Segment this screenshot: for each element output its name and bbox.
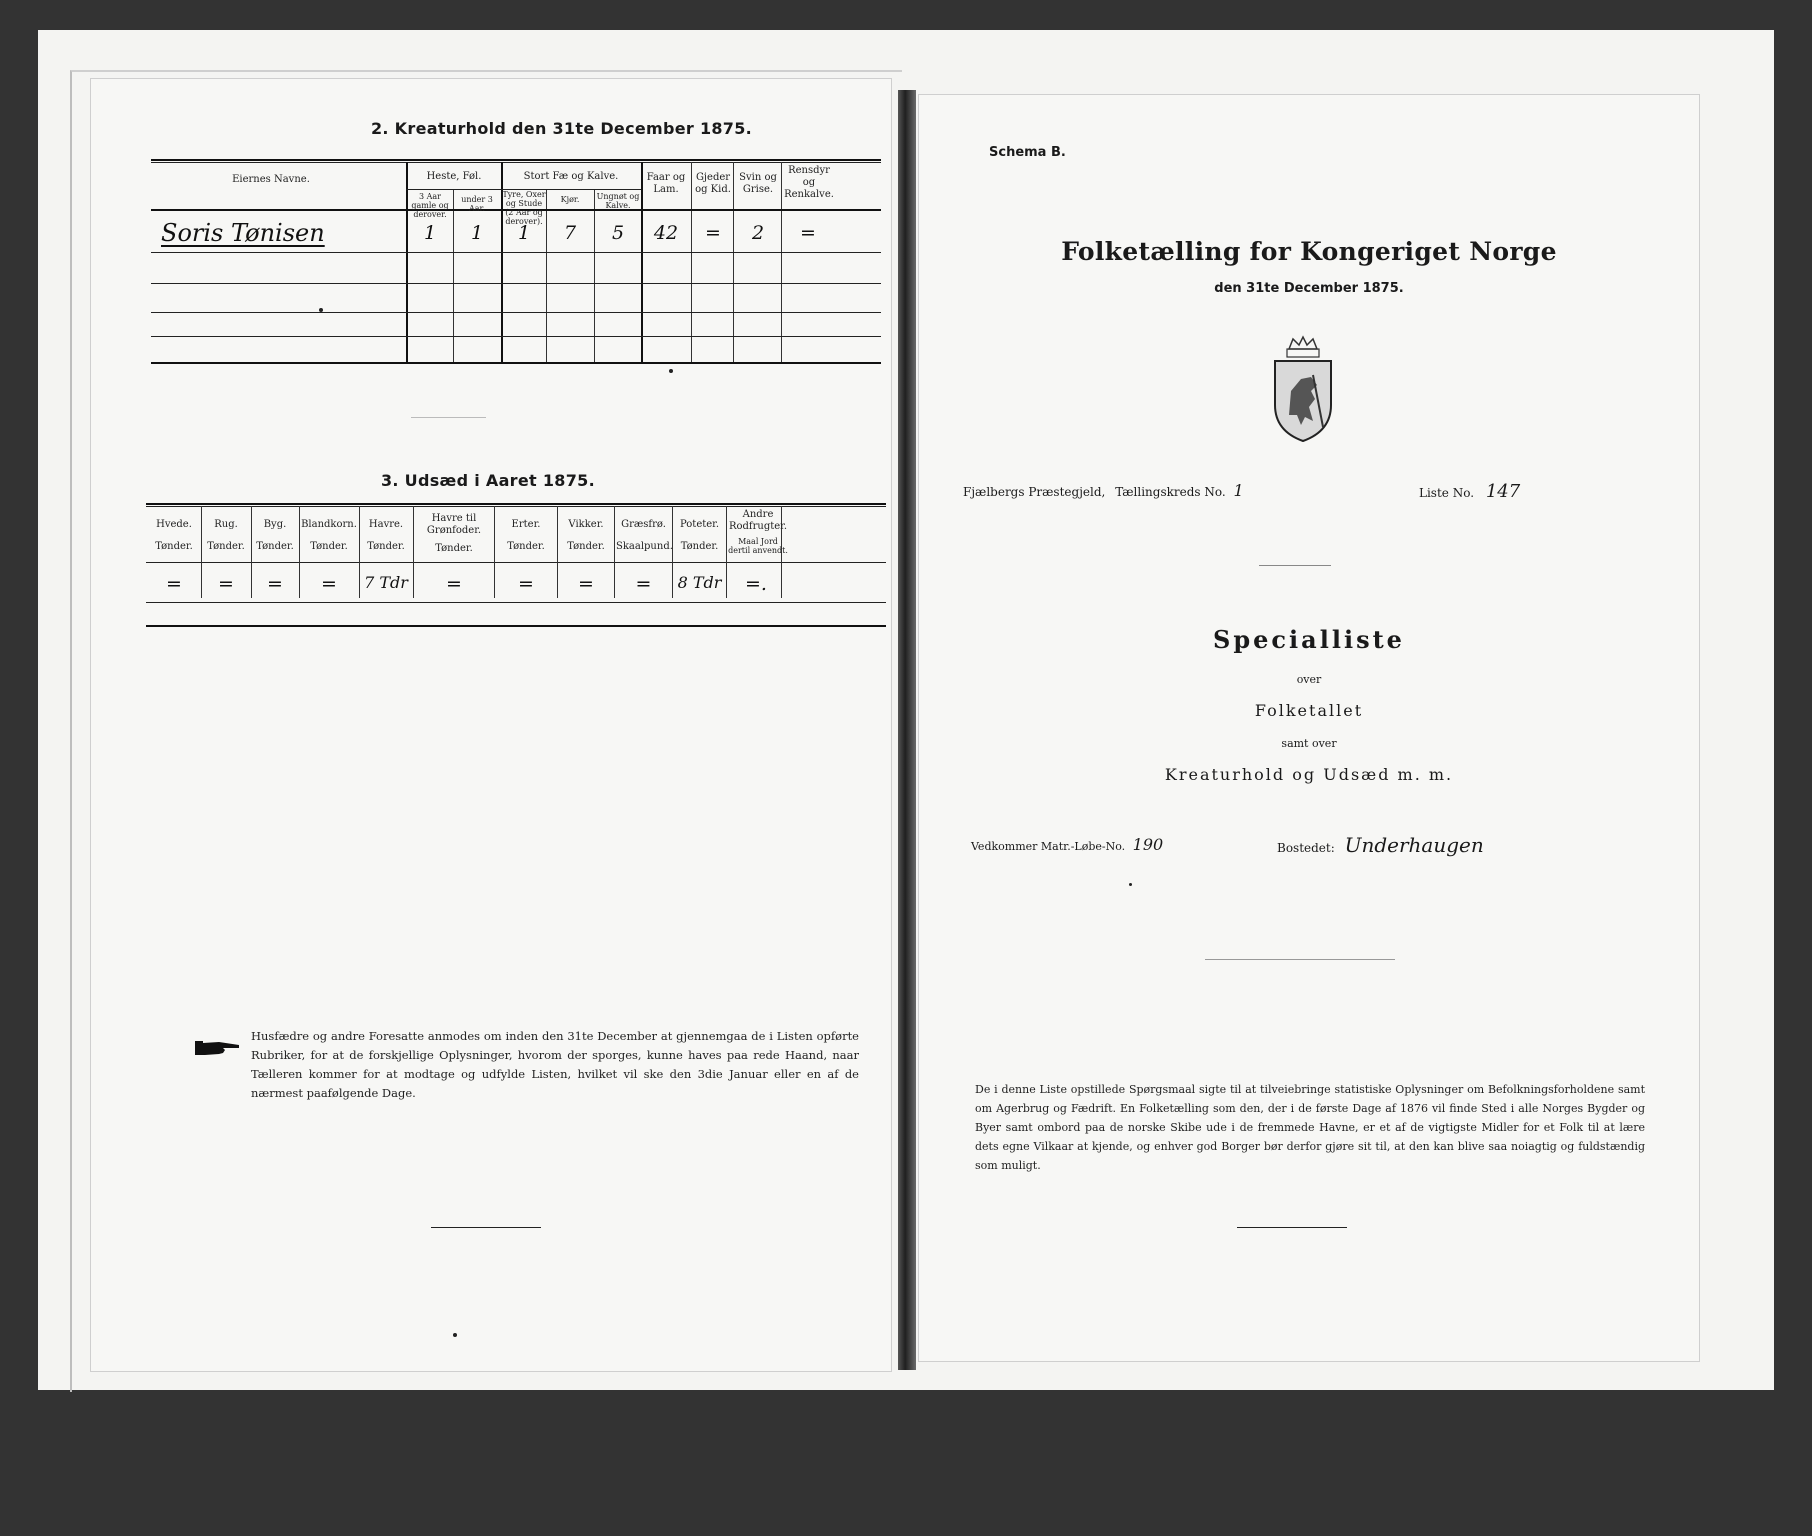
value-cell: 42 bbox=[653, 222, 679, 244]
table3-col-divider bbox=[201, 506, 202, 598]
col-header: Tyre, Oxer og Stude (2 Aar og derover). bbox=[502, 190, 546, 226]
udsaed-col-header: Poteter. bbox=[679, 519, 720, 530]
udsaed-value: = bbox=[166, 573, 182, 595]
table3-col-divider bbox=[614, 506, 615, 598]
udsaed-col-header: Hvede. bbox=[156, 519, 192, 530]
ink-dot bbox=[453, 1333, 457, 1337]
norway-coat-of-arms-icon bbox=[1267, 335, 1339, 445]
col-header: 3 Aar gamle og derover. bbox=[411, 192, 449, 219]
value-cell: 1 bbox=[470, 222, 484, 244]
udsaed-col-header: Andre Rodfrugter. bbox=[728, 509, 788, 532]
parish-label: Fjælbergs Præstegjeld, bbox=[963, 485, 1106, 499]
udsaed-col-header: Vikker. bbox=[568, 519, 604, 530]
liste-label: Liste No. bbox=[1419, 486, 1475, 500]
table2-row-rule bbox=[151, 283, 881, 284]
schema-label: Schema B. bbox=[989, 145, 1066, 160]
udsaed-value: = bbox=[218, 573, 234, 595]
book-spine bbox=[898, 90, 916, 1370]
table2-row-rule bbox=[151, 252, 881, 253]
table3-top-rule bbox=[146, 503, 886, 505]
udsaed-value: = bbox=[267, 573, 283, 595]
udsaed-col-unit: Tønder. bbox=[310, 541, 348, 552]
udsaed-value: = bbox=[321, 573, 337, 595]
divider-rule bbox=[1205, 959, 1395, 960]
udsaed-col-header: Havre til Grønfoder. bbox=[426, 513, 482, 536]
district-line bbox=[963, 481, 1244, 500]
folketallet-label: Folketallet bbox=[1254, 701, 1364, 720]
udsaed-col-unit: Tønder. bbox=[207, 541, 245, 552]
instruction-note: Husfædre og andre Foresatte anmodes om inden den 31te December at gjennemgaa de i Listen opførte Rubriker, for at de forskjellige Oplysninger, hvorom der sporges, kunne haves paa rede Haand, naar Tælleren kommer for at modtage og udfylde Listen, hvilket vil ske den 3die Januar eller en af de nærmest paafølgende Dage. bbox=[251, 1029, 859, 1100]
value-cell: = bbox=[800, 222, 816, 244]
table3-top-rule-2 bbox=[146, 506, 886, 507]
main-subtitle: den 31te December 1875. bbox=[1214, 281, 1404, 296]
udsaed-col-unit: Tønder. bbox=[367, 541, 405, 552]
section3-title: 3. Udsæd i Aaret 1875. bbox=[381, 471, 595, 490]
section2-title: 2. Kreaturhold den 31te December 1875. bbox=[371, 119, 753, 138]
table3-col-divider bbox=[359, 506, 360, 598]
value-cell: 1 bbox=[423, 222, 437, 244]
col-header: Gjeder og Kid. bbox=[695, 172, 731, 195]
value-cell: 5 bbox=[611, 222, 625, 244]
udsaed-col-unit: Tønder. bbox=[567, 541, 605, 552]
matr-label: Vedkommer Matr.-Løbe-No. bbox=[971, 840, 1126, 853]
bosted-value: Underhaugen bbox=[1344, 833, 1484, 857]
matr-line bbox=[971, 835, 1163, 854]
closing-rule bbox=[1237, 1227, 1347, 1228]
specialliste-title: Specialliste bbox=[1213, 625, 1405, 654]
owner-name: Soris Tønisen bbox=[161, 219, 325, 247]
col-header: Kjør. bbox=[560, 195, 580, 204]
udsaed-col-unit: Tønder. bbox=[507, 541, 545, 552]
udsaed-col-unit: Skaalpund. bbox=[616, 541, 673, 552]
table3-row-rule bbox=[146, 602, 886, 603]
divider-rule bbox=[411, 417, 486, 418]
table3-col-divider bbox=[413, 506, 414, 598]
right-page bbox=[918, 94, 1700, 1362]
table2-row-rule bbox=[151, 336, 881, 337]
over-label: over bbox=[1296, 673, 1322, 686]
table3-col-divider bbox=[251, 506, 252, 598]
divider-rule bbox=[1259, 565, 1331, 566]
col-header: Ungnøt og Kalve. bbox=[596, 192, 640, 210]
table2-col-divider bbox=[691, 162, 692, 362]
value-cell: 7 bbox=[563, 222, 577, 244]
table3-header-rule bbox=[146, 562, 886, 563]
closing-rule bbox=[431, 1227, 541, 1228]
table2-top-rule-2 bbox=[151, 162, 881, 163]
ink-dot bbox=[319, 308, 323, 312]
table2-top-rule bbox=[151, 159, 881, 161]
table2-col-divider bbox=[781, 162, 782, 362]
owner-header: Eiernes Navne. bbox=[232, 174, 310, 185]
value-cell: = bbox=[705, 222, 721, 244]
udsaed-value: = bbox=[578, 573, 594, 595]
udsaed-col-header: Blandkorn. bbox=[301, 519, 357, 530]
kreaturhold-label: Kreaturhold og Udsæd m. m. bbox=[1164, 765, 1454, 784]
col-header: Faar og Lam. bbox=[646, 172, 686, 195]
udsaed-value: 8 Tdr bbox=[677, 573, 722, 592]
col-header: under 3 Aar. bbox=[461, 195, 493, 213]
table3-col-divider bbox=[557, 506, 558, 598]
liste-value: 147 bbox=[1485, 481, 1521, 502]
group-header-heste: Heste, Føl. bbox=[426, 171, 482, 182]
udsaed-col-unit: Tønder. bbox=[435, 543, 473, 554]
udsaed-value: =. bbox=[745, 573, 767, 595]
table2-col-divider bbox=[733, 162, 734, 362]
footnote: De i denne Liste opstillede Spørgsmaal sigte til at tilveiebringe statistiske Oplysninger om Befolkningsforholdene samt om Agerbrug og Fædrift. En Folketælling som den, der i de første Dage af 1876 vil finde Sted i alle Norges Bygder og Byer samt ombord paa de norske Skibe ude i de fremmede Havne, er et af de vigtigste Midler for et Folk til at lære dets egne Vilkaar at kjende, og enhver god Borger bør derfor gjøre sit til, at den kan blive saa noiagtig og fuldstændig som muligt. bbox=[975, 1083, 1645, 1172]
col-header: Rensdyr og Renkalve. bbox=[784, 165, 834, 200]
matr-value: 190 bbox=[1132, 835, 1164, 854]
ink-dot bbox=[1129, 883, 1132, 886]
value-cell: 2 bbox=[751, 222, 765, 244]
value-cell: 1 bbox=[517, 222, 531, 244]
udsaed-col-header: Rug. bbox=[214, 519, 238, 530]
udsaed-col-header: Byg. bbox=[263, 519, 287, 530]
pointing-hand-icon bbox=[195, 1037, 241, 1059]
udsaed-col-header: Erter. bbox=[511, 519, 541, 530]
kreds-label: Tællingskreds No. bbox=[1115, 485, 1226, 499]
table3-col-divider bbox=[494, 506, 495, 598]
ink-dot bbox=[669, 369, 673, 373]
left-page bbox=[90, 78, 892, 1372]
udsaed-col-unit: Maal Jord dertil anvendt. bbox=[728, 537, 788, 555]
udsaed-value: 7 Tdr bbox=[364, 573, 408, 592]
udsaed-col-unit: Tønder. bbox=[680, 541, 719, 552]
group-header-stortfae: Stort Fæ og Kalve. bbox=[523, 171, 619, 182]
udsaed-value: = bbox=[446, 573, 462, 595]
udsaed-value: = bbox=[635, 573, 652, 595]
table3-col-divider bbox=[672, 506, 673, 598]
bosted-label: Bostedet: bbox=[1277, 841, 1335, 855]
col-header: Svin og Grise. bbox=[739, 172, 777, 195]
udsaed-value: = bbox=[518, 573, 534, 595]
table2-bottom-rule bbox=[151, 362, 881, 364]
bosted-line bbox=[1277, 833, 1484, 857]
table3-col-divider bbox=[726, 506, 727, 598]
table3-bottom-rule bbox=[146, 625, 886, 627]
main-title: Folketælling for Kongeriget Norge bbox=[1061, 237, 1557, 266]
udsaed-col-header: Havre. bbox=[368, 519, 404, 530]
udsaed-col-header: Græsfrø. bbox=[621, 519, 666, 530]
udsaed-col-unit: Tønder. bbox=[256, 541, 294, 552]
udsaed-col-unit: Tønder. bbox=[155, 541, 193, 552]
table2-row-rule bbox=[151, 312, 881, 313]
liste-line bbox=[1419, 481, 1520, 502]
samt-over-label: samt over bbox=[1281, 737, 1337, 750]
table3-col-divider bbox=[299, 506, 300, 598]
kreds-value: 1 bbox=[1233, 481, 1244, 500]
